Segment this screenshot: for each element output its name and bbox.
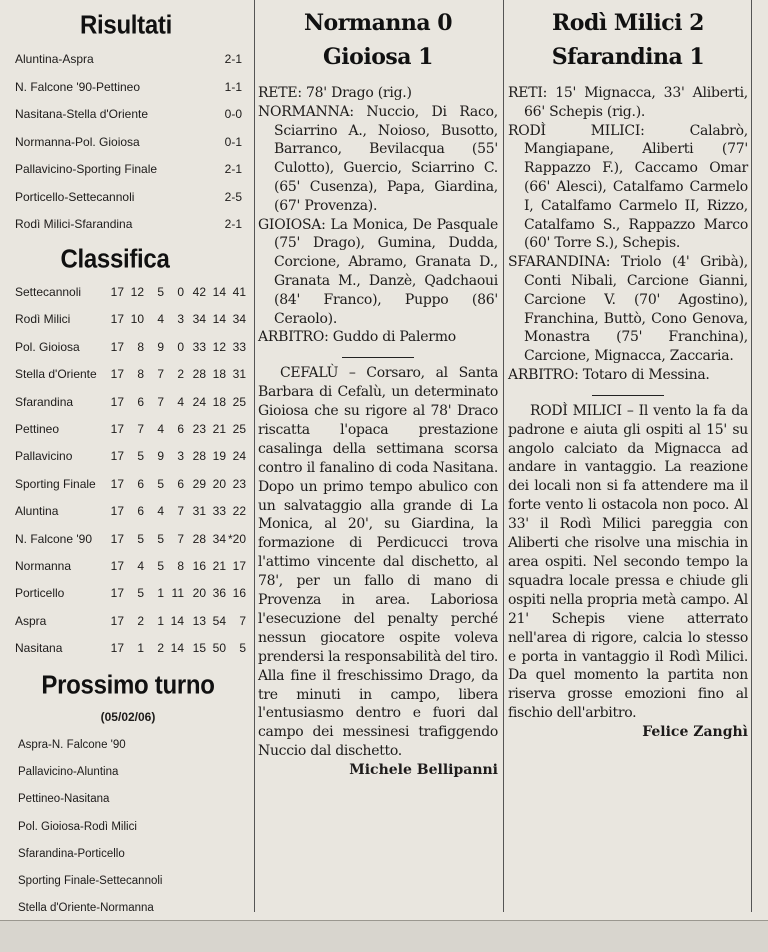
standings-team: Sporting Finale — [15, 476, 96, 491]
standings-played: 17 — [110, 476, 124, 491]
standings-row — [0, 443, 252, 470]
standings-won: 5 — [137, 531, 144, 546]
standings-drawn: 1 — [157, 586, 164, 601]
standings-lost: 14 — [170, 613, 184, 628]
standings-goals-for: 15 — [192, 641, 206, 656]
standings-team: Rodì Milici — [15, 312, 71, 327]
standings-lost: 8 — [177, 558, 184, 573]
article-body: RODÌ MILICI – Il vento la fa da padrone e aiuta gli ospiti al 15' su angolo calciato da Mignacca ad andare in vantaggio. La reazione dei locali non si fa attendere ma il forte vento li ostacola non poco. Al 33' il Rodì Milici pareggia con Aliberti che risolve una mischia in area ospiti. Nel secondo tempo la squadra locale pressa e chiude gli ospiti nella propria metà campo. Al 21' Schepis viene atterrato nell'area di rigore, calcia lo stesso e porta in vantaggio il Rodì Milici. Da quel momento la partita non riserva grosse emozioni fino al fischio dell'arbitro. — [508, 402, 748, 722]
standings-goals-for: 33 — [192, 339, 206, 354]
standings-row — [0, 498, 252, 525]
standings-won: 2 — [137, 613, 144, 628]
fixture-item: Aspra-N. Falcone '90 — [18, 739, 126, 751]
standings-goals-against: 18 — [212, 367, 226, 382]
standings-goals-for: 29 — [192, 476, 206, 491]
headline-line: Normanna 0 — [303, 10, 453, 36]
headline-line: Rodì Milici 2 — [551, 10, 704, 36]
standings-lost: 7 — [177, 531, 184, 546]
headline-line: Sfarandina 1 — [551, 44, 705, 70]
fixtures-list — [0, 732, 252, 922]
standings-goals-against: 19 — [212, 449, 226, 464]
result-teams: Rodì Milici-Sfarandina — [15, 217, 133, 231]
standings-team: Pettineo — [15, 421, 60, 436]
standings-row — [0, 471, 252, 498]
fixture-item: Stella d'Oriente-Normanna — [18, 902, 154, 915]
standings-goals-against: 14 — [212, 285, 226, 299]
lineup-away: GIOIOSA: La Monica, De Pasquale (75' Drago), Gumina, Dudda, Corcione, Abramo, Granata D., Granata M., Danzè, Qadchaoui (84' Franco), Puppo (86' Ceraolo). — [258, 216, 498, 327]
standings-team: Sfarandina — [15, 394, 74, 409]
standings-row — [0, 306, 252, 333]
standings-goals-against: 21 — [212, 558, 226, 573]
standings-lost: 2 — [177, 367, 184, 382]
article-rodi-sfarandina — [508, 0, 748, 951]
standings-row — [0, 279, 252, 306]
standings-lost: 11 — [171, 586, 184, 601]
standings-drawn: 7 — [157, 367, 164, 382]
standings-lost: 7 — [177, 504, 184, 519]
left-column — [0, 0, 252, 951]
lineup-home: RODÌ MILICI: Calabrò, Mangiapane, Aliberti (77' Rappazzo F.), Caccamo Omar (66' Alesci), Catalfamo Carmelo I, Catalfamo Carmelo II, Rizzo, Catalfamo S., Rappazzo Marco (60' Torre S.), Schepis. — [508, 122, 748, 252]
standings-goals-for: 31 — [192, 504, 206, 519]
standings-won: 12 — [130, 285, 144, 299]
standings-goals-for: 16 — [192, 558, 206, 573]
divider-rule — [592, 395, 664, 396]
standings-points: 7 — [239, 613, 246, 628]
standings-goals-against: 33 — [212, 504, 226, 519]
standings-played: 17 — [110, 339, 124, 354]
standings-goals-against: 36 — [212, 586, 226, 601]
standings-goals-for: 20 — [192, 586, 206, 601]
standings-drawn: 5 — [157, 285, 164, 299]
standings-goals-against: 34 — [212, 531, 226, 546]
result-teams: N. Falcone '90-Pettineo — [15, 79, 141, 94]
standings-lost: 0 — [177, 285, 184, 299]
standings-points: 31 — [232, 367, 246, 382]
standings-drawn: 4 — [157, 421, 164, 436]
lineup-goals: RETI: 15' Mignacca, 33' Aliberti, 66' Schepis (rig.). — [508, 85, 748, 120]
article-normanna-gioiosa — [258, 0, 498, 951]
standings-goals-for: 28 — [192, 531, 206, 546]
standings-team: Settecannoli — [15, 285, 82, 299]
standings-lost: 3 — [177, 312, 184, 327]
standings-goals-against: 12 — [212, 339, 226, 354]
standings-lost: 4 — [177, 394, 184, 409]
standings-row — [0, 416, 252, 443]
standings-lost: 14 — [170, 641, 184, 656]
standings-played: 17 — [110, 421, 124, 436]
standings-team: Stella d'Oriente — [15, 367, 97, 382]
standings-goals-against: 54 — [212, 613, 226, 628]
lineup-away: SFARANDINA: Triolo (4' Gribà), Conti Nibali, Carcione Gianni, Carcione V. (70' Agostino), Franchina, Buttò, Cono Genova, Monastra (75' Franchina), Carcione, Mignacca, Zaccaria. — [508, 254, 748, 365]
standings-points: 16 — [232, 586, 246, 601]
standings-drawn: 5 — [157, 476, 164, 491]
standings-won: 5 — [137, 449, 144, 464]
result-teams: Porticello-Settecannoli — [15, 189, 135, 204]
standings-drawn: 9 — [157, 339, 164, 354]
standings-lost: 6 — [177, 476, 184, 491]
adjacent-column-edge — [752, 0, 768, 951]
match-lineup — [258, 84, 498, 347]
result-row — [0, 46, 252, 74]
standings-goals-for: 42 — [192, 285, 206, 299]
standings-row — [0, 635, 252, 662]
standings-row — [0, 553, 252, 580]
result-teams: Normanna-Pol. Gioiosa — [15, 134, 140, 149]
standings-drawn: 9 — [157, 449, 164, 464]
standings-team: Porticello — [15, 586, 65, 601]
match-lineup — [508, 84, 748, 385]
next-round-date: (05/02/06) — [100, 710, 156, 724]
standings-team: Aspra — [15, 613, 47, 628]
standings-drawn: 4 — [157, 504, 164, 519]
standings-won: 6 — [137, 504, 144, 519]
lineup-goals: RETE: 78' Drago (rig.) — [258, 85, 412, 101]
standings-table — [0, 279, 252, 662]
standings-points: 25 — [232, 421, 246, 436]
standings-team: N. Falcone '90 — [15, 531, 92, 546]
result-teams: Aluntina-Aspra — [15, 52, 94, 66]
standings-drawn: 2 — [157, 641, 164, 656]
result-row — [0, 129, 252, 157]
standings-row — [0, 608, 252, 635]
standings-goals-against: 14 — [212, 312, 226, 327]
results-title: Risultati — [80, 10, 172, 41]
result-score: 1-1 — [224, 79, 242, 94]
article-author: Michele Bellipanni — [349, 762, 498, 779]
result-row — [0, 74, 252, 102]
fixture-item: Sporting Finale-Settecannoli — [18, 874, 163, 887]
standings-drawn: 4 — [157, 312, 164, 327]
standings-points: *20 — [227, 531, 246, 546]
standings-team: Pallavicino — [15, 449, 73, 464]
standings-played: 17 — [110, 531, 124, 546]
article-headline — [508, 6, 748, 74]
standings-row — [0, 334, 252, 361]
standings-row — [0, 361, 252, 388]
standings-title: Classifica — [60, 244, 170, 275]
standings-played: 17 — [110, 504, 124, 519]
standings-won: 7 — [137, 421, 144, 436]
standings-goals-for: 23 — [192, 421, 206, 436]
standings-points: 17 — [232, 558, 246, 573]
standings-team: Normanna — [15, 558, 72, 573]
standings-won: 6 — [137, 476, 144, 491]
standings-team: Aluntina — [15, 504, 59, 519]
results-list — [0, 46, 252, 239]
standings-points: 33 — [232, 339, 246, 354]
standings-team: Pol. Gioiosa — [15, 339, 80, 354]
standings-played: 17 — [110, 558, 124, 573]
result-row — [0, 101, 252, 129]
standings-played: 17 — [110, 449, 124, 464]
result-row — [0, 184, 252, 212]
standings-goals-against: 18 — [212, 394, 226, 409]
fixture-item: Pettineo-Nasitana — [18, 793, 110, 806]
lineup-home: NORMANNA: Nuccio, Di Raco, Sciarrino A., Noioso, Busotto, Barranco, Bevilacqua (55' Culotto), Guercio, Sciarrino C. (65' Cusenza), Papa, Giardina, (67' Provenza). — [258, 103, 498, 214]
standings-points: 34 — [232, 312, 246, 327]
standings-won: 1 — [137, 641, 144, 656]
column-divider — [254, 0, 255, 912]
standings-won: 8 — [137, 367, 144, 382]
standings-played: 17 — [110, 586, 124, 601]
standings-played: 17 — [110, 285, 124, 299]
standings-goals-for: 28 — [192, 367, 206, 382]
standings-played: 17 — [110, 641, 124, 656]
divider-rule — [342, 357, 414, 358]
standings-team: Nasitana — [15, 641, 63, 656]
result-score: 2-1 — [224, 52, 242, 66]
result-teams: Pallavicino-Sporting Finale — [15, 162, 158, 176]
standings-goals-against: 20 — [212, 476, 226, 491]
standings-goals-for: 13 — [192, 613, 206, 628]
standings-won: 8 — [137, 339, 144, 354]
fixture-item: Pallavicino-Aluntina — [18, 766, 119, 779]
standings-points: 5 — [239, 641, 246, 656]
result-score: 2-1 — [224, 162, 242, 176]
standings-goals-against: 21 — [212, 421, 226, 436]
standings-lost: 3 — [177, 449, 184, 464]
article-body: CEFALÙ – Corsaro, al Santa Barbara di Cefalù, un determinato Gioiosa che su rigore al 78' Draco riscatta l'opaca prestazione casalinga della settimana scorsa contro il fanalino di coda Nasitana. Dopo un primo tempo abulico con un salvataggio alla grande di La Monica, al 20', su Giardina, la formazione di Perdicucci trova l'attimo vincente dal dischetto, al 78', per un fallo di mano di Provenza in area. Laboriosa l'esecuzione del penalty perché nessun giocatore ospite voleva prendersi la responsabilità del tiro. Alla fine il freschissimo Drago, da tre minuti in campo, libera l'entusiasmo dentro e fuori dal campo dei messinesi trafiggendo Nuccio dal dischetto. — [258, 365, 498, 760]
standings-points: 23 — [232, 476, 246, 491]
article-author: Felice Zanghì — [642, 724, 748, 741]
headline-line: Gioiosa 1 — [323, 44, 433, 70]
standings-drawn: 7 — [157, 394, 164, 409]
standings-lost: 6 — [177, 421, 184, 436]
standings-drawn: 5 — [157, 531, 164, 546]
standings-won: 10 — [130, 312, 144, 327]
fixture-item: Pol. Gioiosa-Rodì Milici — [18, 820, 137, 833]
result-score: 0-0 — [224, 107, 242, 121]
standings-row — [0, 526, 252, 553]
lineup-referee: ARBITRO: Guddo di Palermo — [258, 329, 456, 346]
page-bottom-strip — [0, 920, 768, 952]
result-score: 2-1 — [224, 217, 242, 231]
result-row — [0, 211, 252, 239]
standings-goals-for: 34 — [192, 312, 206, 327]
column-divider — [503, 0, 504, 912]
standings-goals-against: 50 — [212, 641, 226, 656]
result-score: 2-5 — [224, 189, 242, 204]
fixture-item: Sfarandina-Porticello — [18, 847, 125, 860]
standings-played: 17 — [110, 394, 124, 409]
result-teams: Nasitana-Stella d'Oriente — [15, 107, 149, 121]
standings-points: 41 — [232, 285, 246, 299]
standings-row — [0, 580, 252, 607]
article-headline — [258, 6, 498, 74]
standings-played: 17 — [110, 312, 124, 327]
standings-played: 17 — [110, 613, 124, 628]
standings-lost: 0 — [177, 339, 184, 354]
standings-row — [0, 389, 252, 416]
lineup-referee: ARBITRO: Totaro di Messina. — [508, 366, 710, 383]
standings-points: 24 — [232, 449, 246, 464]
standings-drawn: 1 — [157, 613, 164, 628]
standings-won: 4 — [137, 558, 144, 573]
standings-goals-for: 28 — [192, 449, 206, 464]
result-score: 0-1 — [224, 134, 242, 149]
standings-played: 17 — [110, 367, 124, 382]
standings-goals-for: 24 — [192, 394, 206, 409]
standings-points: 25 — [232, 394, 246, 409]
standings-won: 5 — [137, 586, 144, 601]
standings-points: 22 — [232, 504, 246, 519]
next-round-title: Prossimo turno — [41, 670, 215, 701]
result-row — [0, 156, 252, 184]
standings-won: 6 — [137, 394, 144, 409]
standings-drawn: 5 — [157, 558, 164, 573]
